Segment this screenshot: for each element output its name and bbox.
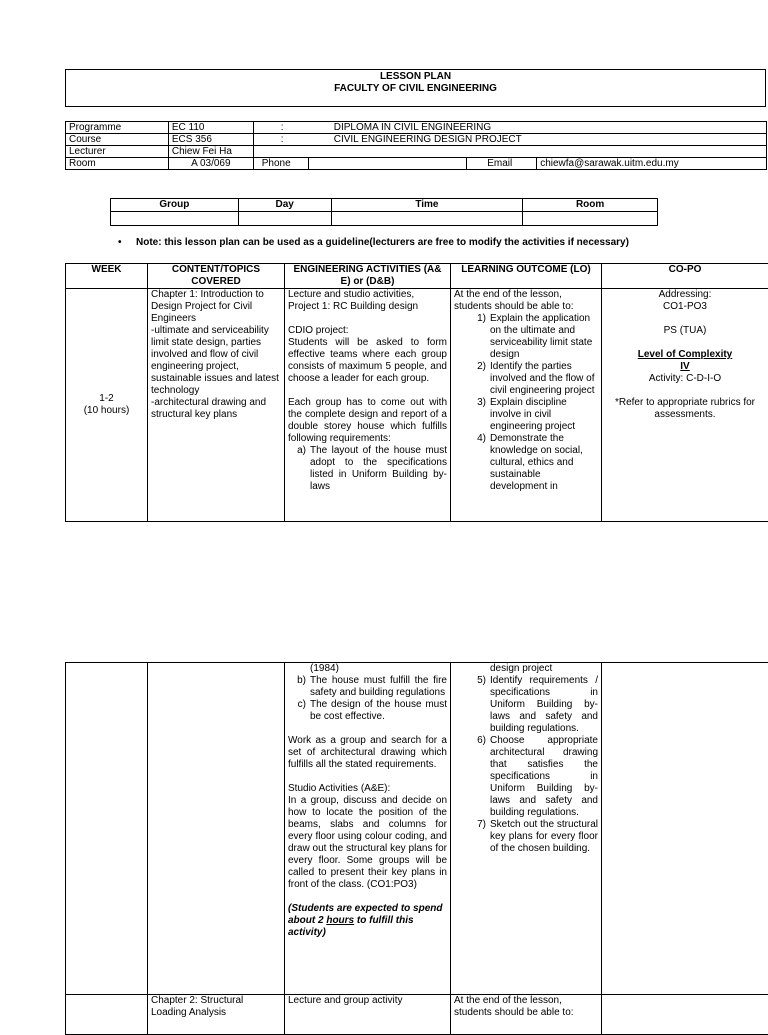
lesson-plan-title-box xyxy=(65,69,766,107)
programme-colon: : xyxy=(254,122,304,133)
table-row xyxy=(66,289,768,522)
week-hours: (10 hours) xyxy=(69,405,144,417)
guideline-note xyxy=(118,237,629,249)
outcome-list-continued xyxy=(454,663,598,855)
programme-label: Programme xyxy=(66,122,169,134)
programme-code: EC 110 xyxy=(168,122,253,134)
outcome-intro: At the end of the lesson, students should be able to: xyxy=(454,289,598,313)
studio-text: In a group, discuss and decide on how to locate the position of the beams, slabs and columns for every floor using colour coding, and draw out the structural key plans for every floor. Some groups will be called to present their key plans in front of the class. (CO1:PO3) xyxy=(288,795,447,891)
studio-title: Studio Activities (A&E): xyxy=(288,783,447,795)
content-header: CONTENT/TOPICS COVERED xyxy=(148,264,285,289)
room-header: Room xyxy=(523,199,658,212)
content-cell: Chapter 2: Structural Loading Analysis xyxy=(148,995,285,1035)
course-info-table xyxy=(65,121,767,170)
course-colon: : xyxy=(254,134,304,145)
list-item: (1984) xyxy=(288,663,447,675)
lesson-plan-table xyxy=(65,263,768,522)
outcome-list xyxy=(454,313,598,493)
copo-code: CO1-PO3 xyxy=(605,301,765,313)
course-code: ECS 356 xyxy=(168,134,253,146)
copo-addressing: Addressing: xyxy=(605,289,765,301)
lecturer-row xyxy=(66,146,767,158)
chapter-1-title: Chapter 1: Introduction to Design Project for Civil Engineers xyxy=(151,289,281,325)
phone-value xyxy=(308,158,467,170)
content-cell xyxy=(148,289,285,522)
list-item: 3) Explain discipline involve in civil engineering project xyxy=(454,397,598,433)
title-line-2: FACULTY OF CIVIL ENGINEERING xyxy=(66,83,765,95)
outcome-cell xyxy=(451,663,602,995)
time-expectation: (Students are expected to spend about 2 hours to fulfill this activity) xyxy=(288,903,447,939)
list-item: design project xyxy=(454,663,598,675)
requirements-list-continued xyxy=(288,663,447,723)
list-item: 4) Demonstrate the knowledge on social, cultural, ethics and sustainable development in xyxy=(454,433,598,493)
list-item: c) The design of the house must be cost effective. xyxy=(288,699,447,723)
lecturer-label: Lecturer xyxy=(66,146,169,158)
outcome-cell: At the end of the lesson, students should be able to: xyxy=(451,995,602,1035)
work-text: Work as a group and search for a set of architectural drawing which fulfills all the stated requirements. xyxy=(288,735,447,771)
email-label: Email xyxy=(467,158,537,170)
activities-header: ENGINEERING ACTIVITIES (A& E) or (D&B) xyxy=(285,264,451,289)
copo-ps: PS (TUA) xyxy=(605,325,765,337)
note-text: Note: this lesson plan can be used as a guideline(lecturers are free to modify the activities if necessary) xyxy=(136,237,629,248)
email-value: chiewfa@sarawak.uitm.edu.my xyxy=(537,158,767,170)
lesson-plan-table-continued xyxy=(65,662,768,1035)
requirements-list xyxy=(288,445,447,493)
chapter-1-topic-a: -ultimate and serviceability limit state design, parties involved and flow of civil engineering project, sustainable issues and latest technology xyxy=(151,325,281,397)
time-header: Time xyxy=(331,199,523,212)
bullet-icon: • xyxy=(118,237,136,249)
outcome-header: LEARNING OUTCOME (LO) xyxy=(451,264,602,289)
lecturer-name: Chiew Fei Ha xyxy=(168,146,253,158)
list-item: 6) Choose appropriate architectural drawing that satisfies the specifications in Uniform Building by-laws and safety and building regulations. xyxy=(454,735,598,819)
table-row xyxy=(66,663,768,995)
group-header: Group xyxy=(111,199,239,212)
cdio-text: Students will be asked to form effective teams where each group consists of maximum 5 people, and choose a leader for each group. xyxy=(288,337,447,385)
list-item: 5) Identify requirements / specifications in Uniform Building by-laws and safety and building regulations. xyxy=(454,675,598,735)
chapter-1-topic-b: -architectural drawing and structural key plans xyxy=(151,397,281,421)
title-line-1: LESSON PLAN xyxy=(66,71,765,83)
group-schedule-table xyxy=(110,198,658,226)
day-header: Day xyxy=(238,199,331,212)
course-row xyxy=(66,134,767,146)
group-text: Each group has to come out with the complete design and report of a double storey house which fulfills following requirements: xyxy=(288,397,447,445)
group-empty-row xyxy=(111,212,658,226)
outcome-cell xyxy=(451,289,602,522)
rubrics-note: *Refer to appropriate rubrics for assessments. xyxy=(605,397,765,421)
cdio-label: CDIO project: xyxy=(288,325,447,337)
list-item: 1) Explain the application on the ultimate and serviceability limit state design xyxy=(454,313,598,361)
activities-intro: Lecture and studio activities, Project 1: RC Building design xyxy=(288,289,447,313)
course-name: CIVIL ENGINEERING DESIGN PROJECT xyxy=(304,134,522,145)
programme-row xyxy=(66,122,767,134)
copo-header: CO-PO xyxy=(602,264,768,289)
copo-activity: Activity: C-D-I-O xyxy=(605,373,765,385)
room-value: A 03/069 xyxy=(168,158,253,170)
room-row xyxy=(66,158,767,170)
complexity-level: Level of Complexity IV xyxy=(605,349,765,373)
copo-cell xyxy=(602,289,768,522)
programme-name: DIPLOMA IN CIVIL ENGINEERING xyxy=(304,122,491,133)
activities-cell xyxy=(285,663,451,995)
week-cell xyxy=(66,289,148,522)
activities-cell: Lecture and group activity xyxy=(285,995,451,1035)
week-number: 1-2 xyxy=(69,393,144,405)
list-item: b) The house must fulfill the fire safety and building regulations xyxy=(288,675,447,699)
table-row xyxy=(66,995,768,1035)
week-header: WEEK xyxy=(66,264,148,289)
course-label: Course xyxy=(66,134,169,146)
list-item: 7) Sketch out the structural key plans for every floor of the chosen building. xyxy=(454,819,598,855)
phone-label: Phone xyxy=(253,158,308,170)
list-item: 2) Identify the parties involved and the flow of civil engineering project xyxy=(454,361,598,397)
activities-cell xyxy=(285,289,451,522)
room-label: Room xyxy=(66,158,169,170)
list-item: a) The layout of the house must adopt to the specifications listed in Uniform Building by-laws xyxy=(288,445,447,493)
